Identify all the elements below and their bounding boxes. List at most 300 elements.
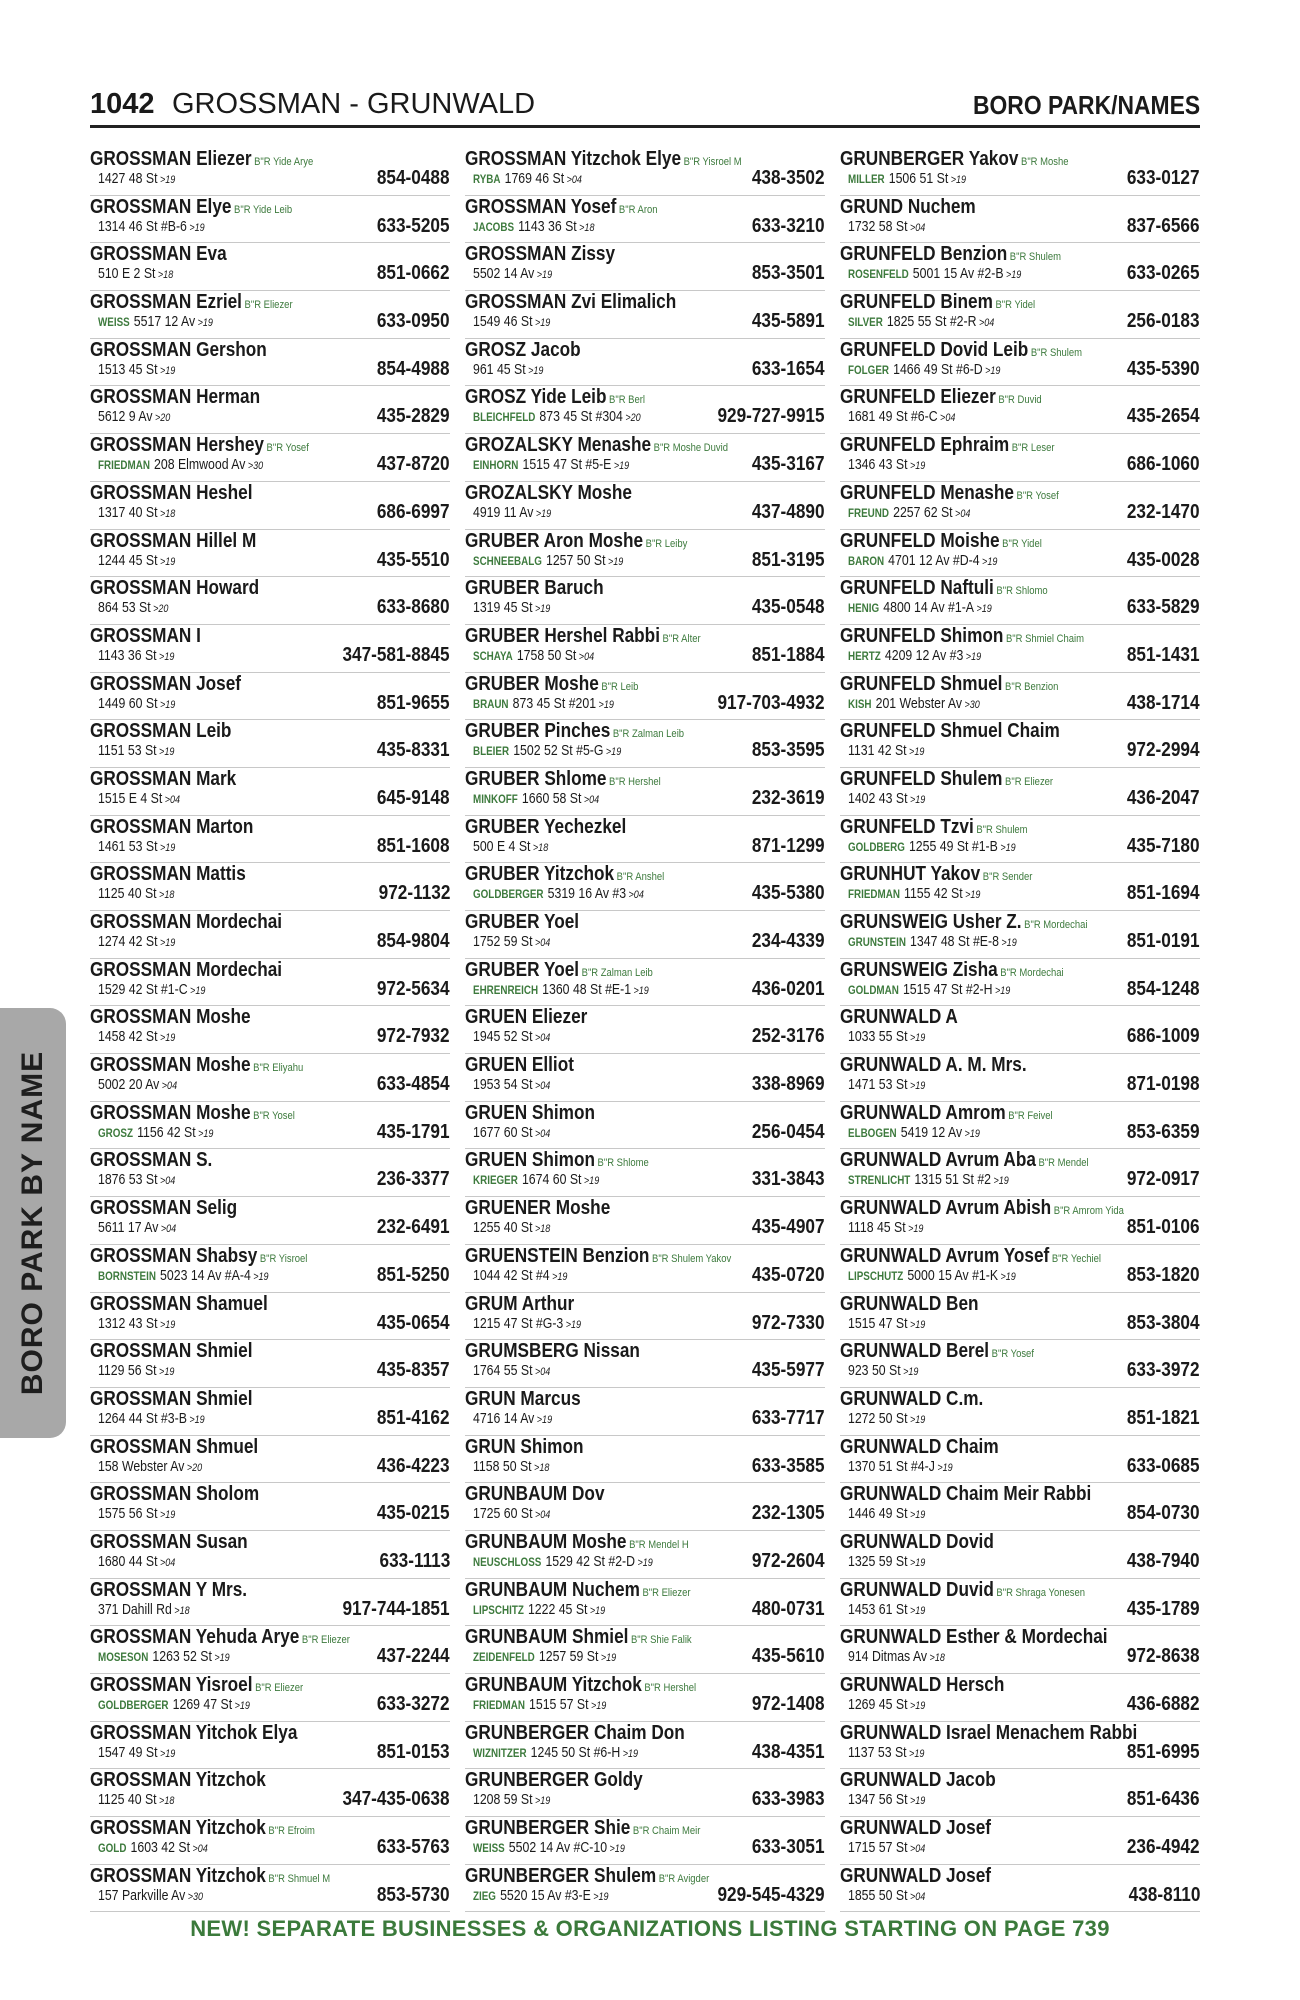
listing-name: GRUNWALD Avrum Yosef [840, 1244, 1050, 1267]
listing-phone: 232-1470 [1127, 500, 1200, 523]
listing-zip-code: >19 [909, 1747, 925, 1760]
listing-name: GRUNFELD Moishe [840, 529, 1000, 552]
listing-relation: B"R Hershel [644, 1682, 697, 1694]
listing-family-name: ZIEG [473, 1888, 496, 1903]
listing-family-name: WEISS [98, 315, 130, 330]
listing-entry [840, 1340, 1200, 1388]
listing-address-line [473, 1505, 550, 1524]
listing-phone: 851-0106 [1127, 1216, 1200, 1239]
listing-address-line [473, 1458, 549, 1477]
listing-address: 1515 47 St #2-H [902, 980, 993, 998]
listing-entry [465, 1722, 825, 1770]
listing-address-line [848, 361, 1000, 380]
listing-name-line [465, 339, 581, 361]
listing-name: GRUNWALD A. M. Mrs. [840, 1054, 1027, 1077]
listing-zip-code: >19 [189, 221, 205, 234]
listing-phone: 232-1305 [752, 1502, 825, 1525]
listing-zip-code: >19 [633, 984, 649, 997]
listing-address-line [848, 1458, 953, 1477]
listing-phone: 232-3619 [752, 786, 825, 809]
listing-address: 1825 55 St #2-R [886, 313, 977, 331]
listing-entry [90, 1197, 450, 1245]
listing-entry [840, 768, 1200, 816]
listing-relation: B"R Shlomo [996, 585, 1048, 598]
listing-entry [840, 1531, 1200, 1579]
listing-address: 5517 12 Av [133, 313, 196, 331]
listing-address-line [848, 1028, 925, 1047]
listing-address: 371 Dahill Rd [98, 1600, 172, 1618]
listing-name: GRUNFELD Shimon [840, 624, 1004, 647]
listing-phone: 851-6436 [1127, 1788, 1200, 1811]
listing-entry [90, 1483, 450, 1531]
listing-address: 1529 42 St #1-C [98, 980, 188, 998]
listing-zip-code: >18 [532, 841, 549, 854]
listing-address: 1143 36 St [518, 217, 577, 235]
listing-address-line [473, 408, 641, 427]
listing-name: GROSSMAN Yitzchok [90, 1864, 266, 1887]
listing-phone: 633-3210 [752, 214, 825, 237]
listing-zip-code: >19 [536, 1413, 553, 1426]
listing-address: 1515 47 St #5-E [522, 456, 612, 474]
listing-zip-code: >20 [153, 603, 169, 616]
listing-relation: B"R Aron [618, 203, 658, 216]
listing-phone: 633-4854 [377, 1073, 450, 1096]
listing-address-line [98, 695, 175, 714]
listing-entry [465, 530, 825, 578]
listing-entry [840, 291, 1200, 339]
listing-name: GROSSMAN Josef [90, 672, 242, 695]
listing-zip-code: >19 [982, 555, 998, 568]
listing-phone: 480-0731 [752, 1597, 825, 1620]
listing-zip-code: >19 [534, 1795, 551, 1808]
listing-zip-code: >19 [159, 174, 176, 186]
listing-zip-code: >19 [909, 460, 926, 473]
listing-address: 1715 57 St [848, 1839, 908, 1857]
listing-name: GRUEN Eliezer [465, 1006, 588, 1029]
listing-relation: B"R Shulem [1030, 346, 1083, 359]
listing-phone: 435-7180 [1127, 834, 1200, 857]
listing-address-line [848, 1553, 925, 1572]
listing-zip-code: >19 [985, 364, 1001, 377]
listing-zip-code: >19 [159, 841, 176, 854]
listing-address: 1725 60 St [473, 1505, 533, 1523]
listing-address-line [473, 647, 594, 666]
listing-address-line [848, 218, 925, 237]
listing-family-name: BLEICHFELD [473, 410, 536, 425]
listing-address-line [98, 1076, 177, 1095]
listing-address: 4716 14 Av [473, 1409, 535, 1427]
listing-phone: 256-0454 [752, 1120, 825, 1143]
listing-phone: 435-0720 [752, 1263, 825, 1286]
listing-name: GRUNFELD Binem [840, 291, 993, 314]
listing-address-line [98, 885, 174, 904]
listing-address-line [848, 1171, 1009, 1190]
listing-phone: 853-3804 [1127, 1311, 1200, 1334]
listing-name: GRUBER Pinches [465, 720, 611, 743]
listing-name-line [90, 577, 259, 599]
listing-name: GRUNWALD Duvid [840, 1578, 994, 1601]
listing-entry [465, 863, 825, 911]
listing-phone: 972-5634 [377, 977, 450, 1000]
listing-address: 1515 57 St [529, 1696, 589, 1713]
listing-relation: B"R Shmiel Chaim [1005, 632, 1084, 645]
listing-address: 1347 48 St #E-8 [910, 933, 999, 950]
listing-name-line [840, 1674, 1004, 1696]
listing-address-line [473, 552, 623, 571]
listing-entry [840, 1865, 1200, 1913]
listing-zip-code: >04 [534, 937, 551, 949]
listing-address-line [98, 1028, 175, 1047]
listing-zip-code: >19 [534, 317, 551, 330]
listing-name-line [90, 1388, 252, 1410]
listing-entry [90, 1817, 450, 1865]
listing-family-name: JACOBS [473, 219, 515, 234]
listing-address-line [98, 1124, 213, 1143]
listing-address-line [98, 1267, 269, 1286]
listing-address: 1222 45 St [527, 1600, 588, 1618]
listing-address-line [98, 265, 173, 284]
listing-address: 1506 51 St [888, 170, 949, 187]
listing-name-line [840, 1006, 958, 1028]
listing-address-line [848, 504, 970, 523]
listing-address-line [98, 1648, 230, 1667]
listing-address-line [473, 1267, 567, 1286]
listing-phone: 851-1884 [752, 643, 825, 666]
listing-entry [90, 148, 450, 196]
listing-name: GRUNWALD Avrum Abish [840, 1197, 1052, 1220]
listing-family-name: EHRENREICH [473, 982, 539, 997]
listing-name: GRUNFELD Tzvi [840, 815, 974, 838]
listing-address-line [848, 1362, 918, 1381]
listing-phone: 853-3595 [752, 739, 825, 762]
listing-entry [465, 291, 825, 339]
listing-name: GROSSMAN Zvi Elimalich [465, 291, 677, 314]
listing-address: 1129 56 St [98, 1362, 157, 1380]
listing-relation: B"R Eliezer [301, 1634, 350, 1647]
listing-zip-code: >18 [157, 269, 174, 282]
listing-address: 5419 12 Av [900, 1123, 963, 1141]
listing-entry [90, 1388, 450, 1436]
listing-name-line [840, 1436, 999, 1458]
listing-zip-code: >04 [534, 1127, 551, 1140]
listing-zip-code: >18 [159, 507, 176, 520]
listing-family-name: GOLDMAN [848, 982, 899, 997]
listing-name-line [90, 1149, 212, 1171]
listing-address-line [473, 742, 621, 761]
listing-entry [90, 1245, 450, 1293]
listing-name: GRUM Arthur [465, 1292, 575, 1315]
listing-address: 5502 14 Av #C-10 [508, 1839, 608, 1857]
listing-address: 208 Elmwood Av [154, 456, 246, 474]
listing-phone: 851-0153 [377, 1740, 450, 1763]
listing-phone: 851-9655 [377, 691, 450, 714]
listing-entry [90, 1436, 450, 1484]
listing-address-line [473, 1028, 550, 1047]
listing-phone: 338-8969 [752, 1073, 825, 1096]
listing-name-line [840, 1817, 991, 1839]
listing-name-line [90, 1769, 266, 1791]
listing-zip-code: >19 [159, 1032, 176, 1045]
listing-name-line [90, 1293, 268, 1315]
listing-address: 1953 54 St [473, 1076, 533, 1094]
listing-name: GROSSMAN Shmuel [90, 1435, 259, 1458]
listing-name: GRUNWALD C.m. [840, 1387, 984, 1410]
listing-phone: 633-1113 [379, 1549, 450, 1572]
listing-zip-code: >19 [1000, 841, 1016, 854]
listing-name-line [840, 196, 976, 218]
listing-address-line [98, 361, 175, 380]
listing-name: GRUNSWEIG Zisha [840, 958, 998, 981]
listing-zip-code: >19 [536, 269, 553, 282]
listing-family-name: HERTZ [848, 648, 881, 663]
listing-relation: B"R Duvid [998, 394, 1042, 407]
listing-name: GROSSMAN Yitzchok [90, 1817, 266, 1840]
listing-family-name: GRUNSTEIN [848, 935, 906, 949]
listing-address-line [848, 1744, 924, 1763]
side-tab [0, 1008, 66, 1438]
listing-phone: 435-8357 [377, 1359, 450, 1382]
listing-address-line [848, 1505, 925, 1524]
listing-phone: 437-2244 [377, 1645, 450, 1668]
listing-zip-code: >19 [528, 364, 544, 377]
listing-address: 1263 52 St [152, 1648, 212, 1666]
listing-entry [465, 577, 825, 625]
listing-entry [840, 720, 1200, 768]
listing-family-name: GOLD [98, 1841, 127, 1856]
listing-family-name: FRIEDMAN [98, 458, 150, 473]
listing-entry [465, 768, 825, 816]
listing-zip-code: >19 [159, 1318, 176, 1331]
listing-address: 510 E 2 St [98, 265, 156, 283]
listing-phone: 435-0028 [1127, 548, 1200, 571]
listing-family-name: HENIG [848, 601, 880, 616]
listing-family-name: GROSZ [98, 1125, 133, 1140]
listing-zip-code: >19 [909, 1413, 926, 1426]
listing-entry [840, 1769, 1200, 1817]
listing-family-name: EINHORN [473, 458, 519, 473]
listing-address: 1255 49 St #1-B [908, 837, 998, 855]
listing-address: 1680 44 St [98, 1552, 158, 1570]
listing-entry [90, 386, 450, 434]
listing-entry [90, 577, 450, 625]
listing-name: GROSSMAN Yosef [465, 195, 617, 218]
listing-name-line [465, 1340, 640, 1362]
listing-address-line [98, 1553, 175, 1572]
listing-entry [90, 1769, 450, 1817]
listing-family-name: FRIEDMAN [848, 887, 900, 902]
listing-phone: 854-0730 [1127, 1502, 1200, 1525]
listing-entry [90, 768, 450, 816]
listing-address-line [848, 1887, 925, 1906]
listing-name: GROSSMAN Shmiel [90, 1340, 253, 1363]
listing-address-line [98, 1410, 205, 1429]
listing-address: 1257 59 St [538, 1648, 599, 1666]
listing-address-line [848, 1076, 925, 1095]
listing-name-line [465, 1722, 685, 1744]
listing-zip-code: >19 [234, 1700, 250, 1712]
listing-address-line [473, 885, 644, 904]
listing-phone: 435-0215 [377, 1502, 450, 1525]
listing-name: GRUNFELD Ephraim [840, 434, 1010, 457]
listing-relation: B"R Moshe Duvid [653, 442, 728, 455]
listing-name: GRUBER Yechezkel [465, 815, 627, 838]
listing-address-line [473, 1315, 581, 1334]
listing-zip-code: >04 [909, 221, 926, 234]
listing-name-line [465, 911, 579, 933]
listing-zip-code: >18 [159, 889, 175, 902]
listing-address-line [848, 981, 1010, 1000]
listing-phone: 972-2604 [752, 1549, 825, 1572]
listing-relation: B"R Moshe [1021, 156, 1069, 168]
listing-name-line [840, 1865, 991, 1887]
listing-relation: B"R Avigder [658, 1872, 710, 1885]
listing-relation: B"R Eliezer [244, 299, 293, 312]
listing-phone: 929-727-9915 [717, 405, 825, 428]
listing-zip-code: >30 [187, 1890, 204, 1903]
listing-zip-code: >19 [552, 1270, 568, 1283]
listing-phone: 435-1789 [1127, 1597, 1200, 1620]
listing-family-name: WEISS [473, 1841, 505, 1856]
listing-zip-code: >19 [159, 698, 176, 711]
listing-address: 5001 15 Av #2-B [912, 265, 1004, 283]
listing-address: 864 53 St [98, 599, 151, 617]
listing-address-line [98, 218, 205, 237]
listing-relation: B"R Feivel [1008, 1109, 1053, 1122]
listing-phone: 435-0654 [377, 1311, 450, 1334]
listing-phone: 853-3501 [752, 262, 825, 285]
listing-phone: 851-1821 [1127, 1406, 1200, 1429]
listing-address: 1125 40 St [98, 1791, 157, 1809]
listing-name-line [465, 1197, 610, 1219]
listing-name: GROSSMAN Eliezer [90, 148, 252, 170]
listing-address: 1603 42 St [130, 1839, 191, 1857]
listing-address: 4800 14 Av #1-A [883, 599, 975, 617]
listing-address-line [848, 1791, 925, 1810]
listing-zip-code: >19 [590, 1700, 607, 1712]
listing-address: 1156 42 St [137, 1123, 196, 1141]
listing-name: GRUNBAUM Nuchem [465, 1578, 640, 1601]
listing-relation: B"R Shie Falik [630, 1634, 692, 1647]
listing-address: 1044 42 St #4 [473, 1266, 550, 1284]
listing-entry [465, 243, 825, 291]
listing-phone: 853-6359 [1127, 1120, 1200, 1143]
listing-address: 1360 48 St #E-1 [542, 980, 632, 998]
listing-entry [465, 148, 825, 196]
listing-name: GROSSMAN Mordechai [90, 911, 283, 933]
listing-phone: 435-8331 [377, 739, 450, 762]
listing-name-line [465, 1483, 605, 1505]
listing-address-line [98, 1315, 175, 1334]
listing-entry [90, 1102, 450, 1150]
listing-phone: 232-6491 [377, 1216, 450, 1239]
listing-zip-code: >18 [534, 1461, 550, 1474]
listing-zip-code: >19 [909, 746, 925, 759]
listing-address: 1255 40 St [473, 1219, 533, 1237]
listing-entry [465, 1197, 825, 1245]
listing-zip-code: >19 [965, 889, 981, 902]
listing-entry [465, 1483, 825, 1531]
listing-phone: 854-9804 [377, 930, 450, 952]
listing-address-line [848, 1124, 980, 1143]
listing-address: 1449 60 St [98, 694, 158, 712]
listing-zip-code: >19 [909, 1080, 926, 1093]
listing-address-line [848, 838, 1016, 857]
listing-name: GRUNFELD Shulem [840, 767, 1003, 790]
listing-address: 1317 40 St [98, 503, 158, 521]
listing-family-name: MOSESON [98, 1650, 149, 1665]
listing-phone: 972-1408 [752, 1693, 825, 1715]
listing-name: GROSSMAN Hillel M [90, 529, 257, 552]
listing-address-line [98, 981, 205, 1000]
listing-name: GRUNFELD Dovid Leib [840, 338, 1029, 361]
listing-address: 961 45 St [473, 360, 526, 378]
listing-name-line [90, 911, 282, 933]
listing-name-line [90, 816, 253, 838]
listing-phone: 347-435-0638 [342, 1788, 450, 1811]
listing-name-line [90, 1579, 247, 1601]
listing-address-line [848, 885, 980, 904]
listing-address-line [848, 1219, 923, 1238]
listing-name: GROSSMAN Eva [90, 243, 227, 266]
listing-phone: 252-3176 [752, 1025, 825, 1048]
listing-address: 873 45 St #201 [512, 694, 597, 712]
listing-entry [840, 386, 1200, 434]
listing-zip-code: >19 [965, 650, 982, 663]
listing-relation: B"R Yide Leib [234, 203, 293, 216]
listing-entry [90, 1579, 450, 1627]
listing-name: GRUBER Aron Moshe [465, 529, 644, 552]
listing-name: GRUNWALD Jacob [840, 1769, 996, 1792]
listing-address: 1502 52 St #5-G [513, 742, 604, 760]
listing-relation: B"R Zalman Leib [581, 966, 653, 979]
listing-address-line [848, 695, 980, 714]
listing-phone: 854-0488 [377, 167, 450, 189]
listing-phone: 436-6882 [1127, 1693, 1200, 1715]
listing-phone: 435-5510 [377, 548, 450, 571]
listing-relation: B"R Mendel [1038, 1157, 1089, 1170]
listing-zip-code: >18 [174, 1604, 190, 1617]
listing-relation: B"R Yisroel [259, 1252, 308, 1265]
listing-name: GRUN Shimon [465, 1435, 584, 1458]
listing-name: GRUNBERGER Chaim Don [465, 1721, 685, 1744]
listing-name: GROSSMAN Elye [90, 195, 232, 218]
listing-name: GRUNBAUM Shmiel [465, 1626, 629, 1649]
listing-address: 1513 45 St [98, 360, 158, 378]
listing-phone: 972-2994 [1127, 739, 1200, 762]
listing-entry [90, 863, 450, 911]
listing-name: GRUEN Elliot [465, 1054, 574, 1077]
listing-name: GRUBER Yoel [465, 911, 580, 933]
listing-zip-code: >19 [994, 984, 1011, 997]
listing-name: GROSSMAN Ezriel [90, 291, 242, 314]
listing-relation: B"R Eliezer [642, 1586, 691, 1599]
listing-entry [465, 1245, 825, 1293]
listing-family-name: GOLDBERGER [98, 1698, 169, 1712]
listing-address-line [473, 1791, 550, 1810]
listing-phone: 645-9148 [377, 786, 450, 809]
listing-name: GROSSMAN Leib [90, 720, 232, 743]
listing-name: GROSSMAN I [90, 624, 201, 647]
listing-name: GROSSMAN Mark [90, 767, 237, 790]
listing-address: 1674 60 St [521, 1171, 582, 1189]
listing-name-line [90, 768, 236, 790]
listing-name-line [90, 1340, 252, 1362]
listing-entry [465, 1817, 825, 1865]
listing-family-name: FOLGER [848, 362, 889, 377]
listing-address: 4209 12 Av #3 [884, 646, 964, 664]
listing-zip-code: >04 [978, 317, 995, 330]
listing-address: 1118 45 St [848, 1219, 906, 1237]
